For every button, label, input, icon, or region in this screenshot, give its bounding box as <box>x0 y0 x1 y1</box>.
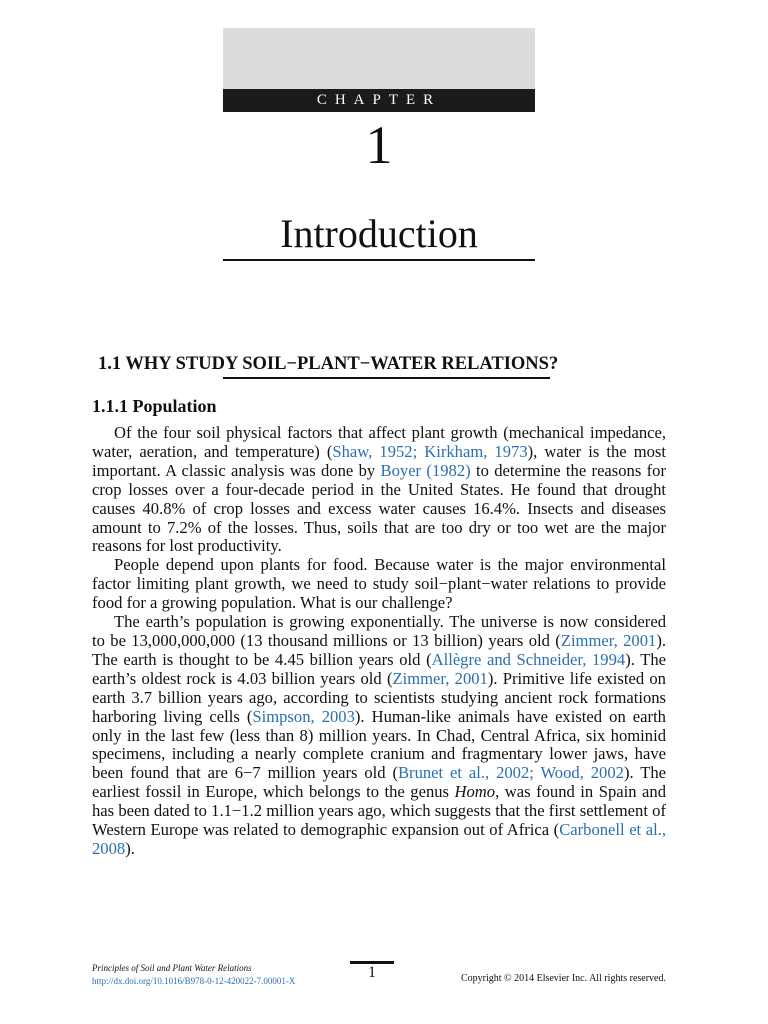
citation-link[interactable]: Shaw, 1952; Kirkham, 1973 <box>332 441 528 461</box>
text-run: The earth’s population is growing exponentially. The universe is now considered to be 13,000,000,000 (13 thousand millions or 13 billion) years old ( <box>92 612 666 650</box>
text-run: ). Primitive life existed on earth 3.7 billion years ago, according to scientists studying ancient rock formations harboring living cells ( <box>92 668 666 726</box>
book-title: Principles of Soil and Plant Water Relations <box>92 963 252 973</box>
text-run: , was found in Spain and has been dated to 1.1−1.2 million years ago, which suggests that the first settlement of Western Europe was related to demographic expansion out of Africa ( <box>92 782 666 840</box>
copyright: Copyright © 2014 Elsevier Inc. All rights reserved. <box>460 973 666 984</box>
citation-link[interactable]: Zimmer, 2001 <box>560 630 657 650</box>
paragraph-3 <box>92 613 666 859</box>
text-run: ). Human-like animals have existed on earth only in the last few (less than 8) million years. In Chad, Central Africa, six hominid specimens, including a nearly complete cranium and fragmentary lower jaws, have been found that are 6−7 million years old ( <box>92 706 666 783</box>
citation-link[interactable]: Allègre and Schneider, 1994 <box>431 649 626 669</box>
text-run: ). The earth is thought to be 4.45 billion years old ( <box>92 630 666 669</box>
chapter-header-box <box>223 28 535 90</box>
doi-link[interactable]: http://dx.doi.org/10.1016/B978-0-12-420022-7.00001-X <box>92 976 296 986</box>
section-heading: 1.1 WHY STUDY SOIL−PLANT−WATER RELATIONS? <box>98 354 559 374</box>
text-run: ). <box>125 838 135 858</box>
citation-link[interactable]: Boyer (1982) <box>380 460 471 480</box>
text-run: ). The earliest fossil in Europe, which belongs to the genus <box>92 763 667 802</box>
citation-link[interactable]: Zimmer, 2001 <box>392 668 488 688</box>
text-run: ), water is the most important. A classic analysis was done by <box>92 441 666 480</box>
text-run: Of the four soil physical factors that affect plant growth (mechanical impedance, water, aeration, and temperature) ( <box>92 423 666 461</box>
italic-genus: Homo <box>454 782 496 802</box>
section-heading-rule <box>223 377 550 379</box>
text-run: ). The earth’s oldest rock is 4.03 billion years old ( <box>92 649 666 688</box>
text-run: to determine the reasons for crop losses over a four-decade period in the United States. He found that drought causes 40.8% of crop losses and excess water causes 16.4%. Insects and diseases amount to 7.2% of the losses. Thus, soils that are too dry or too wet are the major reasons for lost productivity. <box>92 460 666 556</box>
citation-link[interactable]: Brunet et al., 2002; Wood, 2002 <box>397 763 624 783</box>
citation-link[interactable]: Simpson, 2003 <box>252 706 355 726</box>
page-number: 1 <box>368 964 376 981</box>
chapter-number: 1 <box>365 115 393 175</box>
paragraph-1 <box>92 424 666 556</box>
chapter-label: CHAPTER <box>223 89 535 112</box>
title-rule <box>223 259 535 261</box>
chapter-title: Introduction <box>280 211 478 256</box>
body-text <box>92 424 666 859</box>
footer-source <box>92 962 295 988</box>
subsection-heading: 1.1.1 Population <box>92 396 217 416</box>
paragraph-2: People depend upon plants for food. Because water is the major environmental factor limiting plant growth, we need to study soil−plant−water relations to provide food for a growing population. What is our challenge? <box>92 555 666 613</box>
citation-link[interactable]: Carbonell et al., 2008 <box>92 820 666 858</box>
